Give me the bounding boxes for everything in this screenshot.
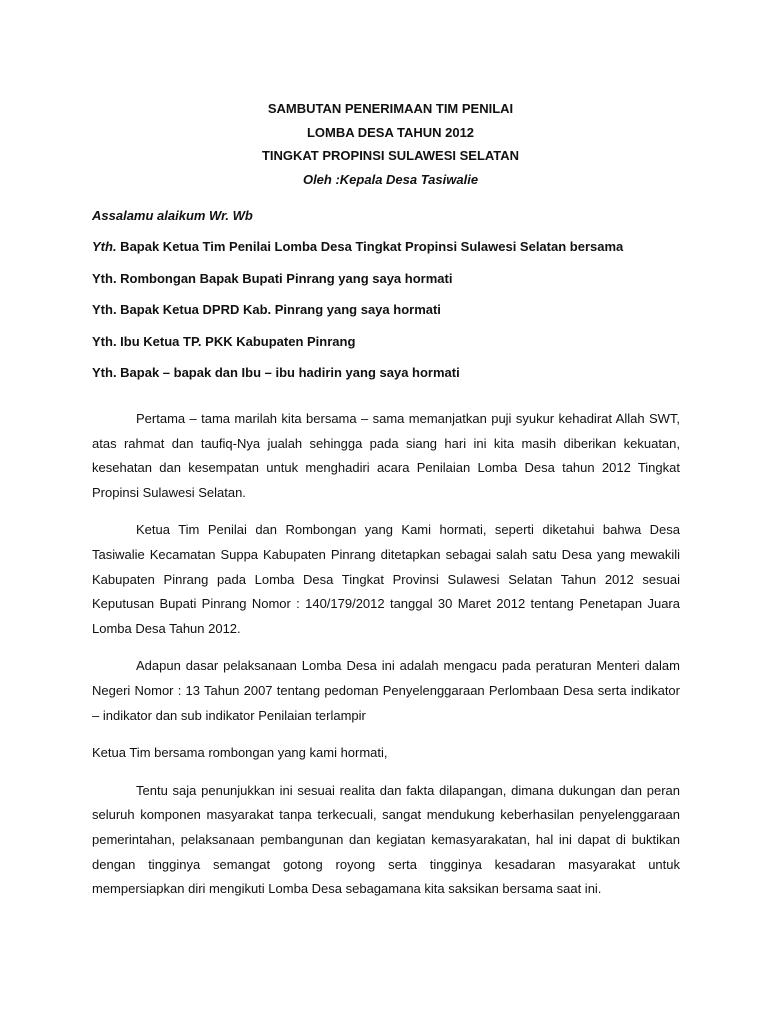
addressee-3: Yth. Bapak Ketua DPRD Kab. Pinrang yang saya hormati — [92, 302, 441, 317]
addressee-2: Yth. Rombongan Bapak Bupati Pinrang yang saya hormati — [92, 270, 453, 286]
addressee-1 — [92, 239, 692, 271]
paragraph-5: Tentu saja penunjukkan ini sesuai realita dan fakta dilapangan, dimana dukungan dan peran seluruh komponen masyarakat tanpa terkecuali, sangat mendukung keberhasilan penyelenggaraan pemerintahan, pelaksanaan pembangunan dan kegiatan kemasyarakatan, hal ini dapat di buktikan dengan tingginya semangat gotong royong serta tingginya kesadaran masyarakat untuk mempersiapkan diri mengikuti Lomba Desa sebagamana kita saksikan bersama saat ini. — [92, 782, 680, 897]
addressee-5: Yth. Bapak – bapak dan Ibu – ibu hadirin yang saya hormati — [92, 365, 460, 380]
paragraph-2: Ketua Tim Penilai dan Rombongan yang Kami hormati, seperti diketahui bahwa Desa Tasiwalie Kecamatan Suppa Kabupaten Pinrang ditetapkan sebagai salah satu Desa yang mewakili Kabupaten Pinrang pada Lomba Desa Tingkat Provinsi Sulawesi Selatan Tahun 2012 sesuai Keputusan Bupati Pinrang Nomor : 140/179/2012 tanggal 30 Maret 2012 tentang Penetapan Juara Lomba Desa Tahun 2012. — [92, 522, 680, 636]
title-line-1: SAMBUTAN PENERIMAAN TIM PENILAI — [267, 101, 514, 116]
greeting: Assalamu alaikum Wr. Wb — [92, 208, 253, 223]
addressee-1-prefix: Yth. — [92, 239, 117, 254]
addressee-4: Yth. Ibu Ketua TP. PKK Kabupaten Pinrang — [92, 333, 356, 349]
addressee-list — [92, 239, 692, 397]
paragraph-3: Adapun dasar pelaksanaan Lomba Desa ini adalah mengacu pada peraturan Menteri dalam Negeri Nomor : 13 Tahun 2007 tentang pedoman Penyelenggaraan Perlombaan Desa serta indikator – indikator dan sub indikator Penilaian terlampir — [92, 658, 680, 723]
body-text — [92, 407, 680, 915]
paragraph-1: Pertama – tama marilah kita bersama – sama memanjatkan puji syukur kehadirat Allah SWT, atas rahmat dan taufiq-Nya jualah sehingga pada siang hari ini kita masih diberikan kekuatan, kesehatan dan kesempatan untuk menghadiri acara Penilaian Lomba Desa tahun 2012 Tingkat Propinsi Sulawesi Selatan. — [92, 411, 680, 500]
title-line-3: TINGKAT PROPINSI SULAWESI SELATAN — [261, 148, 520, 163]
author-line: Oleh :Kepala Desa Tasiwalie — [302, 171, 479, 187]
title-block — [0, 97, 768, 191]
addressee-1-text: Bapak Ketua Tim Penilai Lomba Desa Tingkat Propinsi Sulawesi Selatan bersama — [116, 239, 624, 254]
title-line-2: LOMBA DESA TAHUN 2012 — [306, 124, 475, 140]
paragraph-4: Ketua Tim bersama rombongan yang kami hormati, — [92, 745, 388, 761]
